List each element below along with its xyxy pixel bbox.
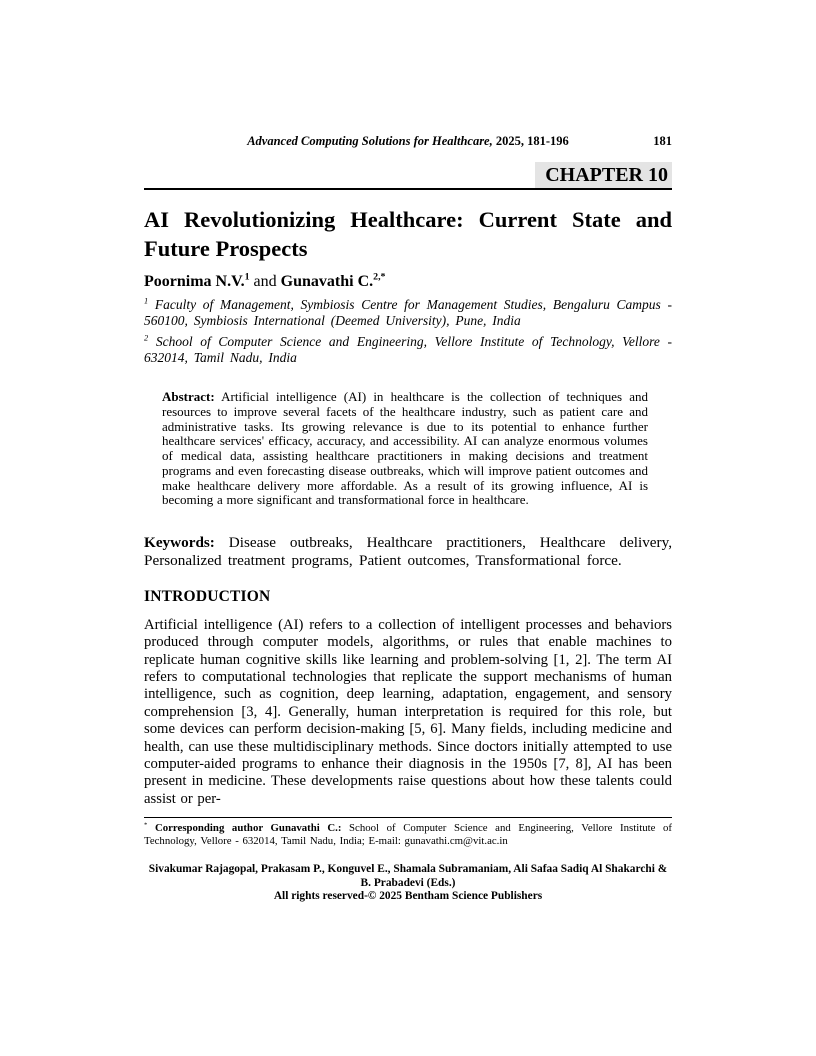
editors-line: Sivakumar Rajagopal, Prakasam P., Konguvel E., Shamala Subramaniam, Ali Safaa Sadiq Al Shakarchi & B. Prabadevi (Eds.) (148, 863, 668, 889)
chapter-rule (144, 162, 672, 190)
keywords-label: Keywords: (144, 534, 215, 551)
chapter-label: CHAPTER 10 (535, 162, 672, 188)
introduction-paragraph: Artificial intelligence (AI) refers to a collection of intelligent processes and behaviors produced through computer models, algorithms, or rules that enable machines to replicate human cognitive skills like learning and problem-solving [1, 2]. The term AI refers to computational technologies that replicate the support mechanisms of human intelligence, such as cognition, deep learning, adaptation, engagement, and sensory comprehension [3, 4]. Generally, human interpretation is required for this role, but some devices can perform decision-making [5, 6]. Many fields, including medicine and health, can use these multidisciplinary methods. Since doctors initially attempted to use computer-aided programs to enhance their diagnosis in the 1950s [7, 8], AI has been present in medicine. These developments raise questions about how these talents could assist or per- (144, 616, 672, 807)
abstract-block (162, 390, 648, 508)
footnote-text: School of Computer Science and Engineering, Vellore Institute of Technology, Vellore - 632014, Tamil Nadu, India; E-mail: gunavathi.cm@vit.ac.in (144, 822, 672, 848)
author-line (144, 272, 672, 291)
keywords-block (144, 534, 672, 571)
affiliation-2-text: School of Computer Science and Engineering, Vellore Institute of Technology, Vellore - 632014, Tamil Nadu, India (144, 334, 672, 365)
footnote-label: Corresponding author Gunavathi C.: (147, 822, 342, 835)
book-title-italic: Advanced Computing Solutions for Healthcare, (247, 134, 493, 148)
author-1-name: Poornima N.V. (144, 273, 245, 290)
page-number: 181 (653, 134, 672, 148)
imprint-block (144, 863, 672, 904)
abstract-label: Abstract: (162, 389, 215, 405)
keywords-text: Disease outbreaks, Healthcare practitioners, Healthcare delivery, Personalized treatment programs, Patient outcomes, Transformational force. (144, 534, 672, 570)
affiliation-2 (144, 334, 672, 365)
affiliation-2-superscript: 2 (144, 333, 149, 343)
author-1-superscript: 1 (244, 271, 250, 283)
affiliation-1-text: Faculty of Management, Symbiosis Centre for Management Studies, Bengaluru Campus - 560100, Symbiosis International (Deemed University), Pune, India (144, 297, 672, 328)
abstract-text: Artificial intelligence (AI) in healthcare is the collection of techniques and resources to improve several facets of the healthcare industry, such as patient care and administrative tasks. Its growing relevance is due to its potential to enhance further healthcare services' efficacy, accuracy, and accessibility. AI can analyze enormous volumes of medical data, assisting healthcare practitioners in making decisions and treatment programs and even forecasting disease outbreaks, which will improve patient outcomes and make healthcare delivery more affordable. As a result of its growing influence, AI is becoming a more significant and transformational force in healthcare. (162, 389, 648, 508)
affiliation-1 (144, 297, 672, 328)
running-head-meta: 2025, 181-196 (492, 134, 569, 148)
chapter-title: AI Revolutionizing Healthcare: Current State and Future Prospects (144, 207, 672, 261)
corresponding-author-footnote (144, 817, 672, 848)
copyright-line: All rights reserved-© 2025 Bentham Science Publishers (273, 890, 543, 903)
author-2-name: Gunavathi C. (280, 273, 374, 290)
section-heading-introduction: INTRODUCTION (144, 587, 271, 605)
footnote-marker: * (144, 821, 148, 829)
author-connector: and (249, 273, 281, 290)
affiliation-1-superscript: 1 (144, 296, 149, 306)
running-head (144, 134, 672, 148)
running-head-title (247, 134, 569, 148)
author-2-superscript: 2,* (373, 271, 386, 283)
